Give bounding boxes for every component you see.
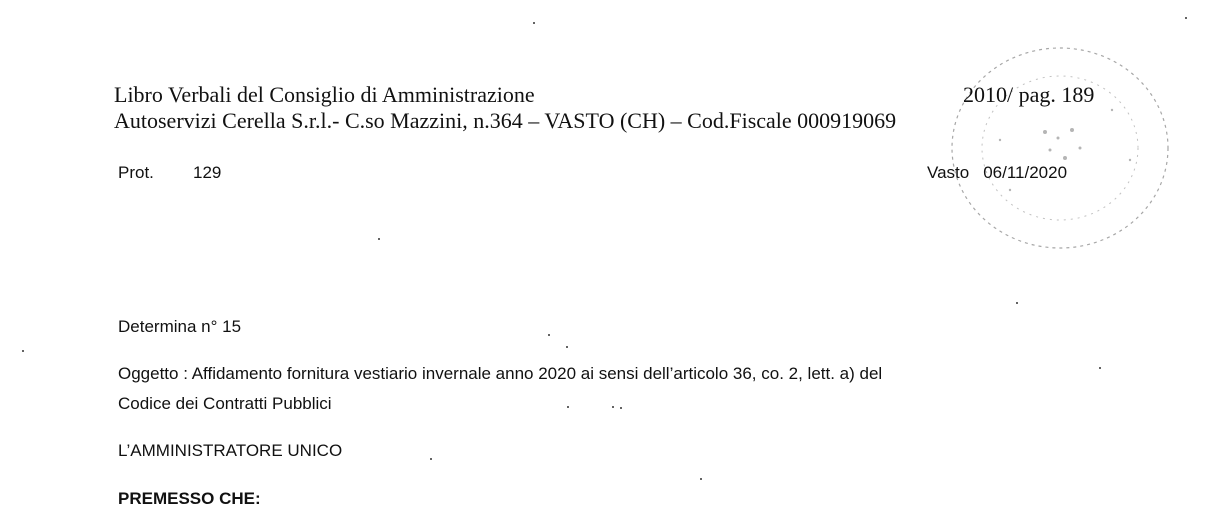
scan-speck bbox=[22, 350, 24, 352]
scan-speck bbox=[620, 407, 622, 409]
scan-speck bbox=[533, 22, 535, 24]
book-title: Libro Verbali del Consiglio di Amministrazione bbox=[114, 82, 535, 107]
scan-speck bbox=[566, 346, 568, 348]
page-reference: 2010/ pag. 189 bbox=[963, 82, 1095, 107]
company-line: Autoservizi Cerella S.r.l.- C.so Mazzini, n.364 – VASTO (CH) – Cod.Fiscale 000919069 bbox=[114, 108, 897, 133]
scan-speck bbox=[612, 406, 614, 408]
place-date bbox=[927, 162, 1067, 184]
scan-speck bbox=[1185, 17, 1187, 19]
official-stamp bbox=[940, 40, 1180, 270]
scan-speck bbox=[430, 458, 432, 460]
place-name: Vasto bbox=[927, 163, 970, 182]
subject-line-2: Codice dei Contratti Pubblici bbox=[118, 394, 332, 413]
determina-number: Determina n° 15 bbox=[118, 317, 242, 336]
scan-speck bbox=[378, 238, 380, 240]
scan-speck bbox=[1099, 367, 1101, 369]
subject-line-1: Oggetto : Affidamento fornitura vestiario invernale anno 2020 ai sensi dell’articolo 36, co. 2, lett. a) del bbox=[118, 364, 883, 383]
scan-speck bbox=[1016, 302, 1018, 304]
protocol-label: Prot. bbox=[118, 163, 154, 182]
scan-speck bbox=[548, 334, 550, 336]
administrator-heading: L’AMMINISTRATORE UNICO bbox=[118, 441, 343, 460]
scan-speck bbox=[567, 406, 569, 408]
document-date: 06/11/2020 bbox=[983, 163, 1068, 182]
scan-speck bbox=[700, 478, 702, 480]
premise-heading: PREMESSO CHE: bbox=[118, 489, 261, 508]
protocol-number: 129 bbox=[193, 163, 222, 182]
